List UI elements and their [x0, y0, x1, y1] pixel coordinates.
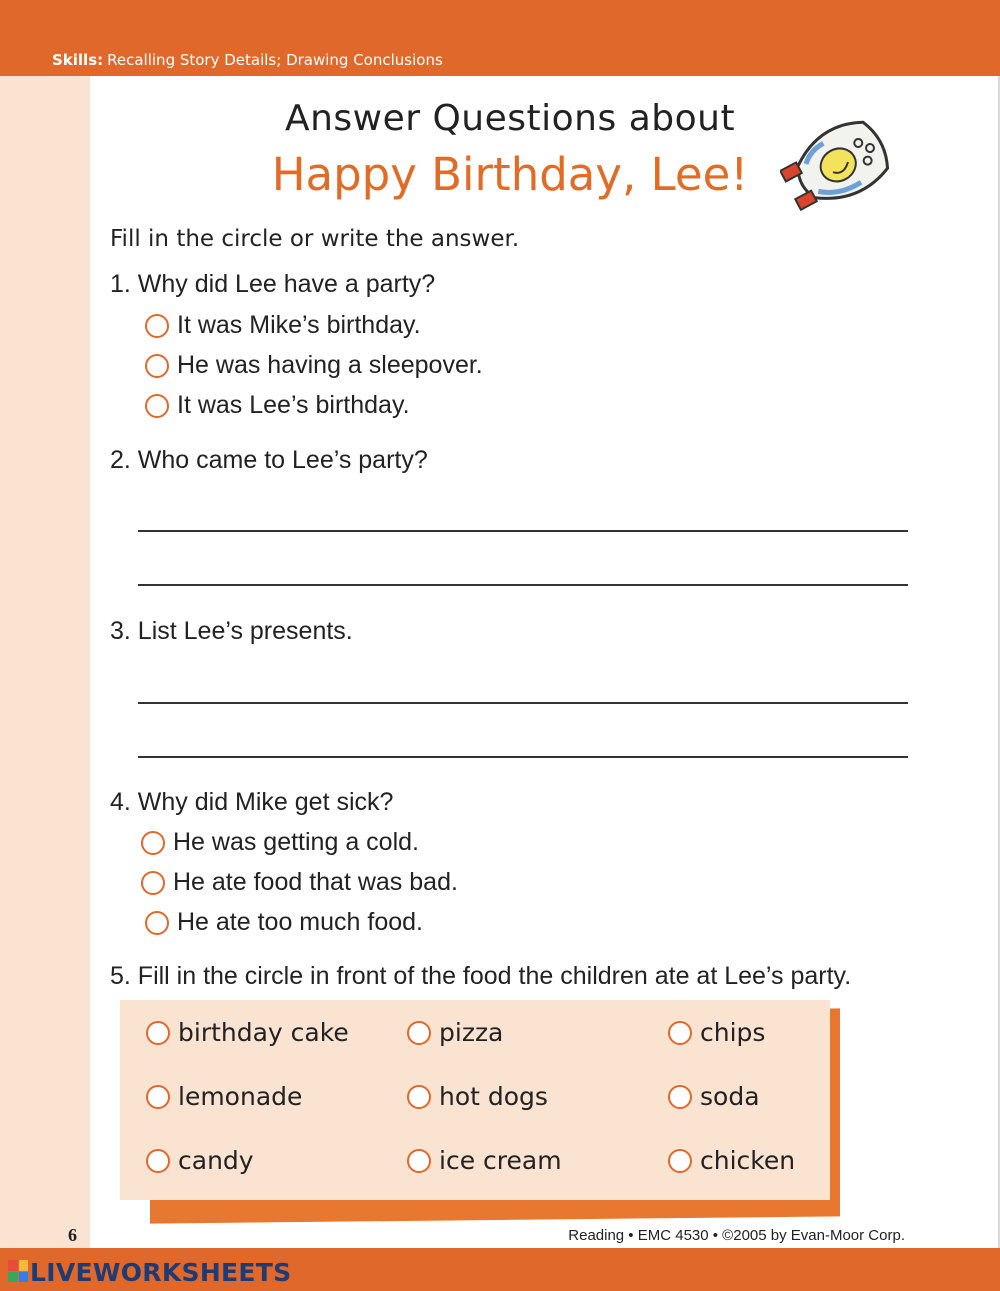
liveworksheets-brand: LIVEWORKSHEETS — [30, 1258, 292, 1287]
q3-answer-line-1[interactable] — [138, 702, 908, 704]
page-number: 6 — [68, 1225, 77, 1245]
food-label: pizza — [439, 1018, 504, 1047]
food-label: chicken — [700, 1146, 796, 1175]
q4-option-3[interactable] — [145, 908, 423, 937]
option-label: It was Mike’s birthday. — [177, 311, 421, 339]
question-4: 4. Why did Mike get sick? — [110, 788, 394, 816]
food-label: soda — [700, 1082, 760, 1111]
q1-option-3[interactable] — [145, 391, 410, 420]
title-line-1: Answer Questions about — [284, 98, 736, 139]
food-label: lemonade — [178, 1082, 303, 1111]
skills-text: Recalling Story Details; Drawing Conclusions — [107, 51, 443, 69]
food-label: birthday cake — [178, 1018, 349, 1047]
food-option-soda[interactable] — [668, 1082, 760, 1111]
radio-circle[interactable] — [141, 871, 165, 895]
q4-option-2[interactable] — [141, 868, 458, 897]
radio-circle[interactable] — [145, 354, 169, 378]
instructions: Fill in the circle or write the answer. — [110, 226, 520, 252]
option-label: He was getting a cold. — [173, 828, 419, 856]
radio-circle[interactable] — [668, 1085, 692, 1109]
q1-option-1[interactable] — [145, 311, 421, 340]
radio-circle[interactable] — [145, 314, 169, 338]
question-5: 5. Fill in the circle in front of the food the children ate at Lee’s party. — [110, 962, 852, 990]
q4-option-1[interactable] — [141, 828, 419, 857]
food-option-birthday-cake[interactable] — [146, 1018, 349, 1047]
radio-circle[interactable] — [407, 1021, 431, 1045]
radio-circle[interactable] — [407, 1149, 431, 1173]
radio-circle[interactable] — [146, 1149, 170, 1173]
radio-circle[interactable] — [407, 1085, 431, 1109]
copyright-text: Reading • EMC 4530 • ©2005 by Evan-Moor Corp. — [568, 1227, 905, 1244]
food-label: hot dogs — [439, 1082, 548, 1111]
question-1: 1. Why did Lee have a party? — [110, 270, 436, 298]
q2-answer-line-2[interactable] — [138, 584, 908, 586]
food-option-chips[interactable] — [668, 1018, 765, 1047]
radio-circle[interactable] — [141, 831, 165, 855]
side-strip — [0, 76, 90, 1248]
skills-label: Skills: — [52, 51, 104, 69]
option-label: It was Lee’s birthday. — [177, 391, 410, 419]
radio-circle[interactable] — [668, 1021, 692, 1045]
radio-circle[interactable] — [146, 1021, 170, 1045]
food-option-ice-cream[interactable] — [407, 1146, 562, 1175]
q2-answer-line-1[interactable] — [138, 530, 908, 532]
food-label: chips — [700, 1018, 766, 1047]
radio-circle[interactable] — [146, 1085, 170, 1109]
food-label: candy — [178, 1146, 254, 1175]
food-option-hot-dogs[interactable] — [407, 1082, 548, 1111]
food-option-chicken[interactable] — [668, 1146, 795, 1175]
question-2: 2. Who came to Lee’s party? — [110, 446, 428, 474]
option-label: He was having a sleepover. — [177, 351, 483, 379]
food-option-candy[interactable] — [146, 1146, 254, 1175]
option-label: He ate too much food. — [177, 908, 423, 936]
food-option-pizza[interactable] — [407, 1018, 503, 1047]
radio-circle[interactable] — [668, 1149, 692, 1173]
skills-line — [52, 51, 443, 69]
rocket-icon — [780, 108, 900, 220]
radio-circle[interactable] — [145, 394, 169, 418]
q1-option-2[interactable] — [145, 351, 483, 380]
radio-circle[interactable] — [145, 911, 169, 935]
question-3: 3. List Lee’s presents. — [110, 617, 353, 645]
title-line-2: Happy Birthday, Lee! — [271, 148, 749, 201]
q3-answer-line-2[interactable] — [138, 756, 908, 758]
liveworksheets-logo-icon — [8, 1260, 28, 1282]
food-option-lemonade[interactable] — [146, 1082, 302, 1111]
food-label: ice cream — [439, 1146, 562, 1175]
option-label: He ate food that was bad. — [173, 868, 458, 896]
